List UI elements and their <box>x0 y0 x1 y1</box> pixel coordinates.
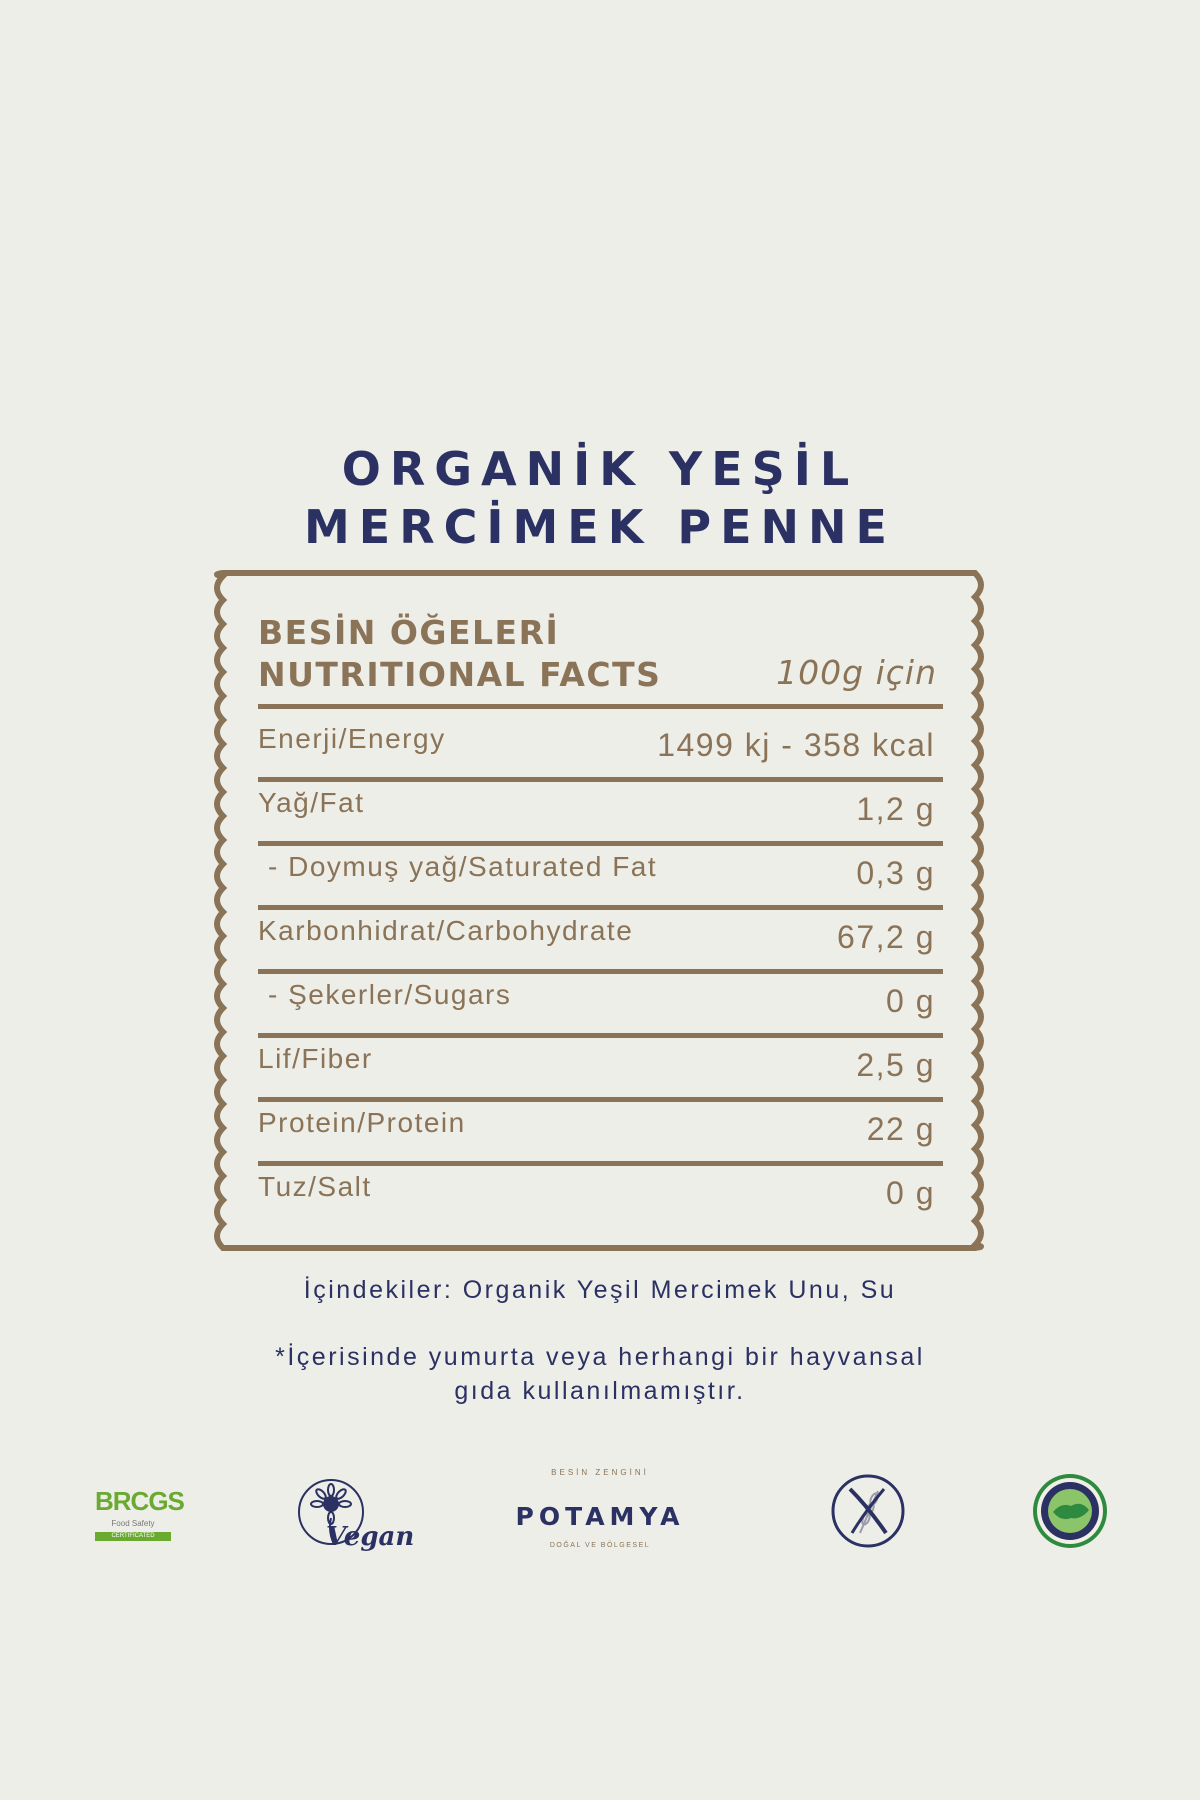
potamya-tagline-bottom: DOĞAL VE BÖLGESEL <box>549 1542 651 1549</box>
nutrient-label: Karbonhidrat/Carbohydrate <box>258 915 634 946</box>
vegan-wordmark: Vegan <box>326 1522 415 1552</box>
vegan-logo <box>296 1474 415 1564</box>
product-title-line1: ORGANİK YEŞİL <box>341 442 859 496</box>
nutrient-row-saturated-fat <box>258 837 935 901</box>
nutrient-label: - Doymuş yağ/Saturated Fat <box>268 851 658 882</box>
brcgs-logo <box>95 1486 184 1544</box>
nutrient-row-carbohydrate <box>258 901 935 965</box>
heading-en: NUTRITIONAL FACTS <box>258 655 662 694</box>
nutrient-label: Yağ/Fat <box>258 787 365 818</box>
nutrient-value: 0 g <box>886 983 935 1019</box>
gluten-free-icon <box>830 1473 906 1549</box>
nutrient-label: Protein/Protein <box>258 1107 466 1138</box>
nutrient-value: 2,5 g <box>856 1047 935 1083</box>
nutrient-value: 1,2 g <box>856 791 935 827</box>
product-title <box>0 440 1200 556</box>
nutrient-row-fat <box>258 773 935 837</box>
nutrient-value: 67,2 g <box>837 919 935 955</box>
nutrient-label: Lif/Fiber <box>258 1043 373 1074</box>
nutrient-row-fiber <box>258 1029 935 1093</box>
nutrient-row-energy <box>258 709 935 773</box>
product-title-line2: MERCİMEK PENNE <box>304 500 896 554</box>
nutrient-label: - Şekerler/Sugars <box>268 979 512 1010</box>
potamya-wordmark: POTAMYA <box>515 1502 685 1531</box>
nutrient-row-salt <box>258 1157 935 1221</box>
potamya-tagline-top: BESİN ZENGİNİ <box>551 1468 649 1477</box>
nutrient-value: 0,3 g <box>856 855 935 891</box>
certification-logos <box>0 1460 1200 1570</box>
nutrient-row-sugars <box>258 965 935 1029</box>
nutrient-value: 0 g <box>886 1175 935 1211</box>
allergen-note-line2: gıda kullanılmamıştır. <box>454 1377 746 1405</box>
nutrition-panel <box>213 569 985 1252</box>
brcgs-badge: CERTIFICATED <box>95 1532 171 1541</box>
heading-tr: BESİN ÖĞELERİ <box>258 613 560 652</box>
allergen-note <box>0 1340 1200 1408</box>
potamya-logo <box>510 1468 690 1558</box>
nutrient-value: 22 g <box>866 1111 935 1147</box>
nutrient-row-protein <box>258 1093 935 1157</box>
brcgs-wordmark: BRCGS <box>95 1486 184 1516</box>
nutrient-value: 1499 kj - 358 kcal <box>657 727 935 763</box>
nutrient-label: Enerji/Energy <box>258 723 446 754</box>
nutrient-label: Tuz/Salt <box>258 1171 372 1202</box>
ingredients-text: İçindekiler: Organik Yeşil Mercimek Unu, Su <box>303 1276 897 1304</box>
gluten-free-symbol <box>830 1473 906 1549</box>
per-serving-label: 100g için <box>776 653 937 692</box>
organic-farming-seal <box>1031 1472 1109 1550</box>
organic-seal-icon <box>1031 1472 1109 1550</box>
brcgs-subtitle: Food Safety <box>111 1519 155 1528</box>
allergen-note-line1: *İçerisinde yumurta veya herhangi bir hayvansal <box>275 1343 925 1371</box>
